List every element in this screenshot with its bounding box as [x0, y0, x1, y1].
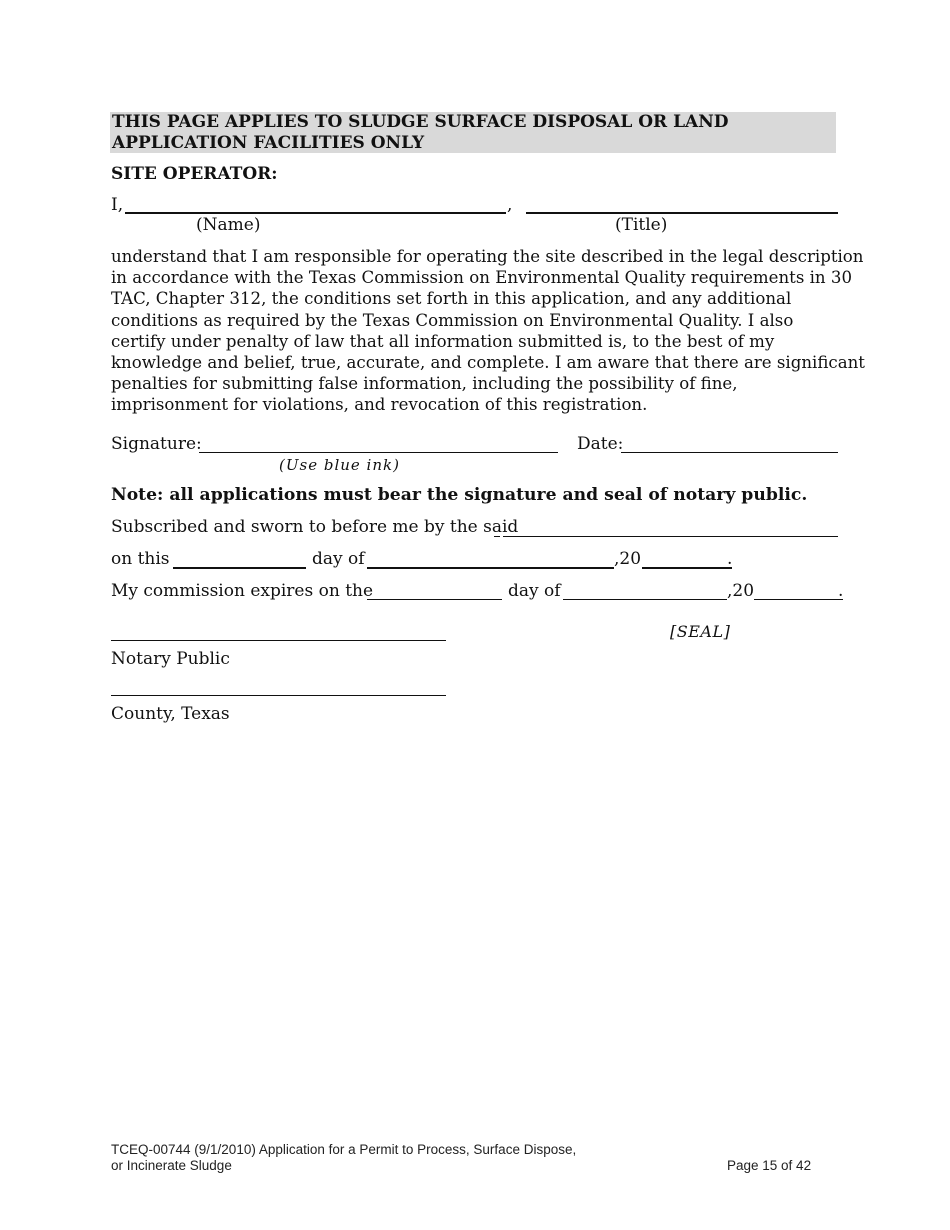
paragraph-line: penalties for submitting false information, including the possibility of fine, — [111, 374, 738, 394]
notary-signature-line[interactable] — [111, 640, 446, 641]
commission-period: . — [838, 581, 844, 601]
declaration-comma: , — [507, 195, 513, 215]
notary-public-label: Notary Public — [111, 649, 230, 669]
commission-day-field-line[interactable] — [367, 599, 502, 600]
name-field-line[interactable] — [125, 212, 506, 214]
banner-line-2: APPLICATION FACILITIES ONLY — [112, 133, 425, 153]
paragraph-line: knowledge and belief, true, accurate, and complete. I am aware that there are significant — [111, 353, 865, 373]
year-field-line[interactable] — [642, 567, 732, 569]
commission-month-field-line[interactable] — [563, 599, 727, 600]
commission-year-prefix: ,20 — [727, 581, 755, 601]
section-banner — [110, 112, 836, 153]
paragraph-line: TAC, Chapter 312, the conditions set forth in this application, and any additional — [111, 289, 792, 309]
certification-paragraph — [111, 246, 865, 416]
date-field-line[interactable] — [621, 452, 838, 453]
commission-label: My commission expires on the — [111, 581, 374, 601]
title-label: (Title) — [615, 215, 668, 235]
declaration-prefix: I, — [111, 195, 124, 215]
footer-form-line-2: or Incinerate Sludge — [111, 1158, 232, 1173]
notary-note: Note: all applications must bear the signature and seal of notary public. — [111, 485, 808, 505]
commission-year-field-line[interactable] — [754, 599, 843, 600]
year-prefix-label: ,20 — [614, 549, 642, 569]
day-field-line[interactable] — [173, 567, 306, 569]
name-label: (Name) — [196, 215, 261, 235]
footer-form-line-1: TCEQ-00744 (9/1/2010) Application for a Permit to Process, Surface Dispose, — [111, 1142, 577, 1157]
commission-day-of-label: day of — [508, 581, 561, 601]
day-of-label: day of — [312, 549, 365, 569]
subscribed-text: Subscribed and sworn to before me by the said — [111, 517, 519, 537]
county-field-line[interactable] — [111, 695, 446, 696]
paragraph-line: understand that I am responsible for operating the site described in the legal description — [111, 247, 864, 266]
county-label: County, Texas — [111, 704, 230, 724]
paragraph-line: in accordance with the Texas Commission on Environmental Quality requirements in 30 — [111, 268, 852, 288]
year-period: . — [727, 549, 733, 569]
paragraph-line: certify under penalty of law that all information submitted is, to the best of my — [111, 331, 775, 351]
signature-field-line[interactable] — [199, 452, 558, 453]
section-title: SITE OPERATOR: — [111, 164, 278, 184]
paragraph-line: imprisonment for violations, and revocation of this registration. — [111, 395, 648, 415]
title-field-line[interactable] — [526, 212, 838, 214]
page-number: Page 15 of 42 — [727, 1158, 812, 1173]
on-this-label: on this — [111, 549, 170, 569]
seal-label: [SEAL] — [670, 622, 731, 641]
signature-label: Signature: — [111, 434, 202, 454]
month-field-line[interactable] — [367, 567, 614, 569]
blue-ink-hint: (Use blue ink) — [279, 456, 400, 474]
subscriber-name-field-line[interactable] — [503, 536, 838, 537]
date-label: Date: — [577, 434, 624, 454]
subscribed-lead-line — [494, 536, 500, 537]
paragraph-line: conditions as required by the Texas Commission on Environmental Quality. I also — [111, 310, 794, 330]
banner-line-1: THIS PAGE APPLIES TO SLUDGE SURFACE DISPOSAL OR LAND — [112, 112, 729, 132]
